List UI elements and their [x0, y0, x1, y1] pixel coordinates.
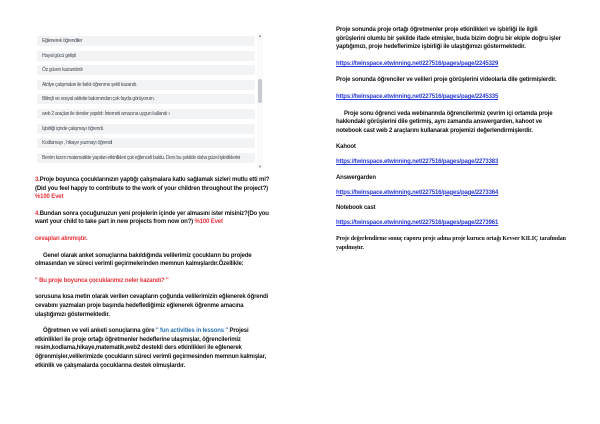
paragraph-teacher-part-b: Projesi etkinlikleri ile proje ortağı öğretmenler hedeflerine ulaşmışlar, öğrencilerimiz resim,kodlama,hikaye,matematik,web2 destekli ders etkinlikleri ile eğlenerek öğrenmişler,velilerimizde çocukların süreci verimli geçirmesinden memnun kalmışlar, etkinlik ve çalışmalarda çocuklarına destek olmuşlardır. — [35, 328, 266, 369]
project-name-quote: '' fun activities in lessons '' — [155, 328, 228, 335]
survey-answer-row — [37, 153, 255, 163]
survey-answer-row — [37, 94, 255, 104]
survey-answer-text: Hayal gücü gelişti — [42, 52, 76, 59]
kahoot-label: Kahoot — [336, 144, 356, 151]
survey-answer-text: İşbirliği içinde çalışmayı öğrendi. — [42, 125, 104, 132]
survey-answer-row — [37, 109, 255, 119]
survey-answer-row — [37, 124, 255, 134]
quote-what-children-gained: '' Bu proje boyunca çocuklarımız neler kazandı? '' — [35, 277, 169, 284]
right-column — [336, 26, 568, 260]
question-3-text: Proje boyunca çocuklarınızın yaptığı çalışmalara katkı sağlamak sizleri mutlu etti mi?(Did you feel happy to contribute to the work of your children throughout the project?) — [35, 177, 270, 192]
survey-answer-row — [37, 138, 255, 148]
survey-answer-row — [37, 36, 255, 46]
report-author-note: Proje değerlendirme sonuç raporu proje adına proje kurucu ortağı Kevser KILIÇ tarafından yapılmıştır. — [336, 236, 566, 251]
survey-screenshot — [37, 33, 263, 170]
survey-answer-text: Atölye çalışmaları ile farklı öğrenme şekli kazandı. — [42, 81, 138, 88]
twinspace-link-2273364[interactable]: https://twinspace.etwinning.net/227516/pages/page/2273364 — [336, 189, 499, 196]
answers-received-note: cevapları alınmıştır. — [35, 235, 88, 242]
question-4-number: 4. — [35, 210, 40, 217]
scroll-down-icon[interactable]: ▼ — [258, 164, 262, 169]
twinspace-link-2273383[interactable]: https://twinspace.etwinning.net/227516/pages/page/2273383 — [336, 159, 499, 166]
answergarden-label: Answergarden — [336, 174, 376, 181]
twinspace-link-2273961[interactable]: https://twinspace.etwinning.net/227516/pages/page/2273961 — [336, 219, 499, 226]
paragraph-farewell-webinar: Proje sonu öğrenci veda webinarında öğrencilerimiz çevrim içi ortamda proje hakkındaki görüşlerini dile getirmiş, aynı zamanda answergarden, kahoot ve notebook cast web 2 araçlarını kullanarak projemizi değerlendirmişlerdir. — [336, 110, 553, 134]
left-column — [35, 176, 271, 378]
question-4-answer: %100 Evet — [194, 219, 223, 226]
paragraph-general-results: Genel olarak anket sonuçlarına bakıldığında velilerimiz çocukların bu projede olmasından ve süreci verimli geçirmelerinden memnun kalmışlardır.Özellikle: — [35, 252, 252, 268]
scrollbar-thumb[interactable] — [258, 79, 262, 103]
survey-answer-text: Eğlenerek öğrendiler — [42, 38, 83, 44]
scroll-up-icon[interactable]: ▲ — [258, 33, 262, 38]
paragraph-teacher-parent-survey — [35, 327, 271, 370]
survey-answer-text: web 2 araçları ile dersler yapıldı: İnterneti amacına uygun kullandı ı — [42, 110, 170, 117]
paragraph-partner-teachers: Proje sonunda proje ortağı öğretmenler proje etkinlikleri ve işbirliği ile ilgili görüşlerini olumlu bir şekilde ifade etmişler, buda bizim doğru bir ekiple doğru işler yaptığımızı, proje hedeflerimize işbirliği ile ulaştığımızı göstermektedir. — [336, 27, 561, 51]
scrollbar[interactable] — [257, 33, 263, 170]
paragraph-student-videos: Proje sonunda öğrenciler ve velileri proje görüşlerini videolarla dile getirmişlerdir. — [336, 77, 557, 84]
survey-answer-text: Öz güven kazandırdı — [42, 67, 83, 74]
survey-answer-list — [37, 36, 255, 167]
question-4 — [35, 210, 271, 227]
question-4-text: Bundan sonra çocuğunuzun yeni projelerin içinde yer almasını ister misiniz?(Do you want your child to take part in new projects from now on?) — [35, 210, 269, 226]
survey-answer-row — [37, 51, 255, 61]
paragraph-teacher-part-a: Öğretmen ve veli anketi sonuçlarına göre — [43, 328, 156, 335]
survey-answer-text: Kodlamayı , hikaye yazmayı öğrendi — [42, 140, 113, 147]
twinspace-link-2245329[interactable]: https://twinspace.etwinning.net/227516/pages/page/2245329 — [336, 60, 499, 67]
twinspace-link-2245335[interactable]: https://twinspace.etwinning.net/227516/pages/page/2245335 — [336, 93, 499, 100]
paragraph-short-answers: sorusuna kısa metin olarak verilen cevapların çoğunda velilerimizin eğlenerek öğrendi cevabını yazmaları proje başında hedeflediğimiz eğlenerek öğrenme amacına ulaştığımızı göstermektedir. — [35, 294, 269, 318]
survey-answer-row — [37, 65, 255, 75]
question-3 — [35, 176, 271, 202]
survey-answer-text: Bilinçli ve sosyal aktivite bakımından çok fayda görüyorum. — [42, 96, 155, 103]
survey-answer-text: Benim kızım matematikte yapılan etkinlikleri çok eğlenceli buldu. Ders bu şekilde daha güzel işlediklerini — [42, 154, 241, 161]
survey-answer-row — [37, 80, 255, 90]
question-3-number: 3. — [35, 177, 40, 183]
question-3-answer: %100 Evet — [35, 194, 64, 201]
notebook-cast-label: Notebook cast — [336, 204, 376, 211]
